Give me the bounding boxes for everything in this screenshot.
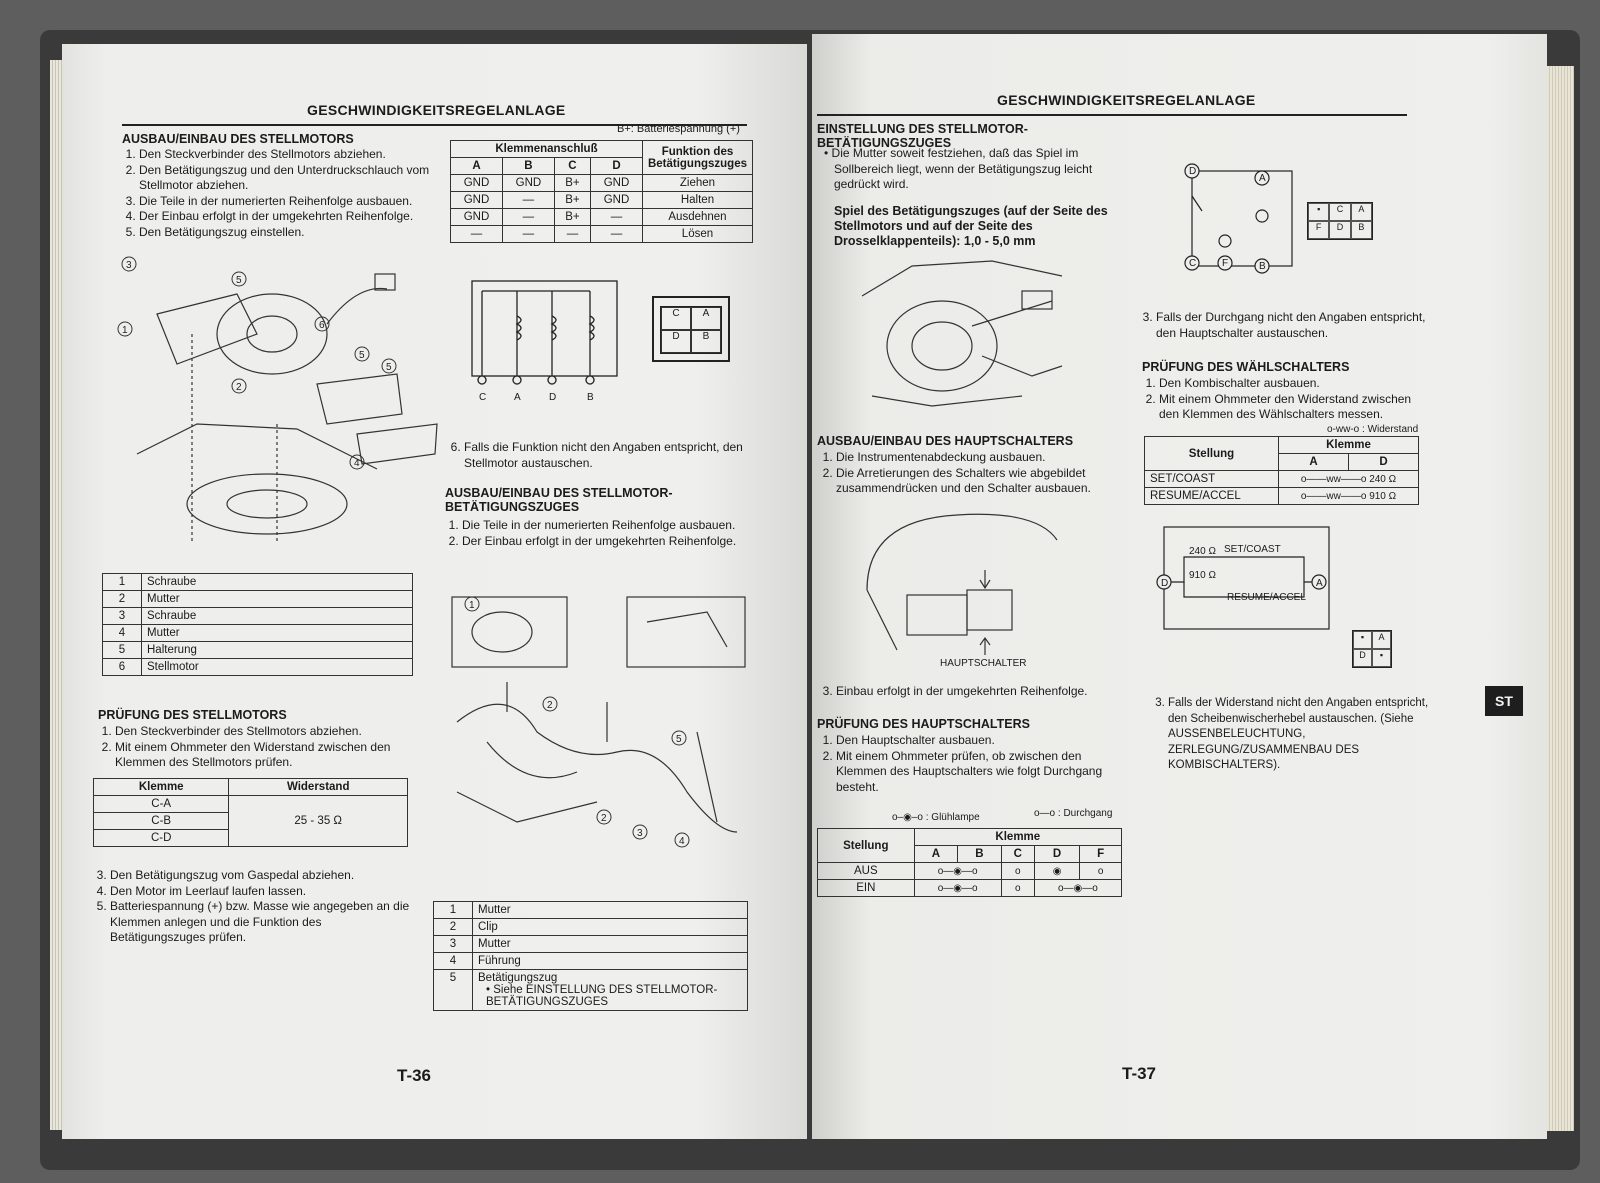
circuit-label: B: [587, 392, 594, 403]
cable-routing-illustration: [447, 592, 757, 857]
svg-text:3: 3: [126, 260, 132, 271]
pin-label: A: [691, 307, 721, 330]
section-title-pruefung-stellmotor: PRÜFUNG DES STELLMOTORS: [98, 708, 287, 722]
resistor-label: 910 Ω: [1189, 570, 1216, 581]
steps-stellmotor: [120, 147, 445, 240]
step-3-waehlschalter: [1149, 696, 1439, 774]
steps-pruefung-stellmotor: [96, 724, 418, 771]
step: 4. Der Einbau erfolgt in der umgekehrten Reihenfolge.: [139, 209, 445, 225]
table-row: [434, 936, 748, 953]
right-page: [812, 34, 1547, 1139]
main-switch-table: [817, 828, 1122, 897]
row-header: Stellung: [818, 829, 915, 863]
col-header: A: [1278, 454, 1348, 471]
node-label: D: [1161, 578, 1169, 589]
node-label: D: [1189, 166, 1197, 177]
cell: Mutter: [142, 591, 413, 608]
section-title-einstellung: EINSTELLUNG DES STELLMOTOR-BETÄTIGUNGSZUGES: [817, 122, 1028, 150]
spiel-value: 1,0 - 5,0 mm: [963, 234, 1036, 248]
svg-text:2: 2: [236, 382, 242, 393]
table-row: [451, 226, 753, 243]
cell: —: [451, 226, 503, 243]
section-title-hauptschalter-ausbau: AUSBAU/EINBAU DES HAUPTSCHALTERS: [817, 434, 1074, 448]
section-title-waehlschalter: PRÜFUNG DES WÄHLSCHALTERS: [1142, 360, 1350, 374]
table-row: [451, 209, 753, 226]
cell: B+: [554, 175, 590, 192]
table-row: [103, 608, 413, 625]
cell: Lösen: [642, 226, 752, 243]
table-row: EIN o—◉—o o o—◉—o: [818, 880, 1122, 897]
col-header: A: [451, 158, 503, 175]
continuity-legend: o—o : Durchgang: [1034, 808, 1113, 819]
step-3-hauptschalter: [1137, 310, 1427, 341]
svg-text:3: 3: [637, 828, 643, 839]
cell: Führung: [473, 953, 748, 970]
svg-text:5: 5: [359, 350, 365, 361]
node-label: A: [1316, 578, 1323, 589]
section-title-stellmotor: AUSBAU/EINBAU DES STELLMOTORS: [122, 132, 354, 146]
table-row: [103, 642, 413, 659]
function-table: [450, 140, 753, 243]
svg-text:4: 4: [679, 836, 685, 847]
pin-label: A: [1351, 203, 1372, 221]
group-header: Klemme: [914, 829, 1121, 846]
cell: 3: [434, 936, 473, 953]
cell: —: [502, 192, 554, 209]
cell: Mutter: [473, 936, 748, 953]
cell: 2: [103, 591, 142, 608]
cell: —: [502, 209, 554, 226]
table-row: [103, 625, 413, 642]
cell: GND: [590, 192, 642, 209]
steps-hauptschalter-pruefung: [817, 733, 1122, 795]
node-label: A: [1259, 173, 1266, 184]
legend-text: : Durchgang: [1057, 808, 1113, 819]
pin-label: C: [661, 307, 691, 330]
running-head-right: GESCHWINDIGKEITSREGELANLAGE: [997, 92, 1256, 108]
step: 3. Den Betätigungszug vom Gaspedal abziehen.: [110, 868, 411, 884]
cell: GND: [502, 175, 554, 192]
col-header: F: [1080, 846, 1122, 863]
cell: Mutter: [142, 625, 413, 642]
table-row: AUS o—◉—o o ◉ o: [818, 863, 1122, 880]
svg-text:2: 2: [547, 700, 553, 711]
steps-zug: [443, 518, 758, 549]
hauptschalter-label: HAUPTSCHALTER: [940, 658, 1027, 669]
cell: GND: [451, 209, 503, 226]
battery-note: B+: Batteriespannung (+): [617, 123, 740, 135]
cell: Betätigungszug: [478, 972, 558, 984]
cell: 4: [103, 625, 142, 642]
step: 2. Mit einem Ohmmeter den Widerstand zwischen den Klemmen des Stellmotors prüfen.: [115, 740, 418, 771]
resistance-table: [93, 778, 408, 847]
node-label: F: [1222, 258, 1229, 269]
cell: C-D: [94, 830, 229, 847]
table-row: [94, 796, 408, 813]
col-header: D: [1348, 454, 1418, 471]
col-header: C: [554, 158, 590, 175]
cell: AUS: [818, 863, 915, 880]
cell: 2: [434, 919, 473, 936]
cell: RESUME/ACCEL: [1145, 488, 1279, 505]
svg-text:2: 2: [601, 813, 607, 824]
selector-table: [1144, 436, 1419, 505]
table-row: [451, 192, 753, 209]
actuator-coil-circuit: [462, 276, 622, 401]
pin-label: D: [1353, 649, 1372, 667]
cell: 6: [103, 659, 142, 676]
svg-text:5: 5: [236, 275, 242, 286]
pin-label: A: [1372, 631, 1391, 649]
resistance-value: 25 - 35 Ω: [229, 796, 408, 847]
cell: GND: [451, 192, 503, 209]
steps-waehlschalter: [1140, 376, 1430, 423]
table-row: [103, 659, 413, 676]
table-row: [434, 953, 748, 970]
cell: Clip: [473, 919, 748, 936]
page-number-left: T-36: [397, 1066, 432, 1085]
func-group-header: Klemmenanschluß: [451, 141, 643, 158]
cell: Schraube: [142, 574, 413, 591]
cell: 4: [434, 953, 473, 970]
section-title-hauptschalter-pruefung: PRÜFUNG DES HAUPTSCHALTERS: [817, 717, 1030, 731]
circuit-label: A: [514, 392, 521, 403]
cell: B+: [554, 209, 590, 226]
pin-label: D: [1329, 221, 1350, 239]
row-header: Stellung: [1145, 437, 1279, 471]
cell: C-B: [94, 813, 229, 830]
cell: C-A: [94, 796, 229, 813]
cross-reference-note: • Siehe EINSTELLUNG DES STELLMOTOR-BETÄTIGUNGSZUGES: [486, 984, 718, 1008]
step: 2. Den Betätigungszug und den Unterdruckschlauch vom Stellmotor abziehen.: [139, 163, 445, 194]
svg-text:1: 1: [122, 325, 128, 336]
node-label: C: [1189, 258, 1197, 269]
header-rule-right: [817, 114, 1407, 116]
right-page-edge: [1544, 66, 1574, 1131]
cell: 240 Ω: [1369, 473, 1397, 485]
step: 2. Mit einem Ohmmeter prüfen, ob zwischen den Klemmen des Hauptschalters wie folgt Durchgang besteht.: [836, 749, 1122, 796]
spiel-title: Spiel des Betätigungszuges (auf der Seite des Stellmotors und auf der Seite des Drosselklappenteils):: [834, 204, 1108, 248]
step: 5. Batteriespannung (+) bzw. Masse wie angegeben an die Klemmen anlegen und die Funktion des Betätigungszuges prüfen.: [110, 899, 411, 946]
node-label: B: [1259, 261, 1266, 272]
col-header: A: [914, 846, 958, 863]
step: 2. Der Einbau erfolgt in der umgekehrten Reihenfolge.: [462, 534, 758, 550]
cell: GND: [590, 175, 642, 192]
step: 3. Falls der Widerstand nicht den Angaben entspricht, den Scheibenwischerhebel austauschen. (Siehe AUSSENBELEUCHTUNG, ZERLEGUNG/ZUSAMMENBAU DES KOMBISCHALTERS).: [1168, 696, 1439, 774]
page-number-right: T-37: [1122, 1064, 1157, 1083]
switch-label: RESUME/ACCEL: [1227, 592, 1306, 603]
svg-text:1: 1: [469, 600, 475, 611]
col-header: C: [1001, 846, 1034, 863]
cell: —: [590, 226, 642, 243]
col-header: B: [958, 846, 1002, 863]
pin-label: ▪: [1308, 203, 1329, 221]
spiel-spec: [834, 204, 1124, 249]
col-header: D: [590, 158, 642, 175]
cell: 910 Ω: [1369, 490, 1397, 502]
cell: Ausdehnen: [642, 209, 752, 226]
cell: Mutter: [473, 902, 748, 919]
pin-label: D: [661, 330, 691, 353]
step: 3. Die Teile in der numerierten Reihenfolge ausbauen.: [139, 194, 445, 210]
resistor-label: 240 Ω: [1189, 546, 1216, 557]
cell: 1: [103, 574, 142, 591]
resistance-legend: o-ww-o : Widerstand: [1327, 424, 1419, 435]
pin-label: F: [1308, 221, 1329, 239]
cell: Halterung: [142, 642, 413, 659]
section-tab-st[interactable]: ST: [1485, 686, 1523, 716]
circuit-label: C: [479, 392, 487, 403]
cell: Ziehen: [642, 175, 752, 192]
step: 1. Die Teile in der numerierten Reihenfolge ausbauen.: [462, 518, 758, 534]
legend-text: : Glühlampe: [925, 812, 980, 823]
section-title-zug: AUSBAU/EINBAU DES STELLMOTOR-BETÄTIGUNGSZUGES: [445, 486, 673, 514]
bullet-text: Die Mutter soweit festziehen, daß das Spiel im Sollbereich liegt, wenn der Betätigungszug leicht gedrückt wird.: [831, 146, 1093, 191]
running-head-left: GESCHWINDIGKEITSREGELANLAGE: [307, 102, 566, 118]
throttle-cable-illustration: [852, 256, 1082, 416]
step: 4. Den Motor im Leerlauf laufen lassen.: [110, 884, 411, 900]
left-page: [62, 44, 807, 1139]
pin-label: ▪: [1353, 631, 1372, 649]
svg-text:5: 5: [676, 734, 682, 745]
step: 2. Die Arretierungen des Schalters wie abgebildet zusammendrücken und den Schalter ausbauen.: [836, 466, 1122, 497]
step: 1. Die Instrumentenabdeckung ausbauen.: [836, 450, 1122, 466]
legend-text: : Widerstand: [1362, 424, 1419, 435]
stellmotor-exploded-illustration: [117, 254, 447, 554]
cell: B+: [554, 192, 590, 209]
steps-hauptschalter-ausbau: [817, 450, 1122, 497]
table-row: RESUME/ACCEL o——ww——o 910 Ω: [1145, 488, 1419, 505]
pin-label: B: [691, 330, 721, 353]
table-row: [434, 902, 748, 919]
func-header: Funktion des Betätigungszuges: [642, 141, 752, 175]
cell: SET/COAST: [1145, 471, 1279, 488]
switch-label: SET/COAST: [1224, 544, 1281, 555]
cell: —: [590, 209, 642, 226]
group-header: Klemme: [1278, 437, 1418, 454]
actuator-connector-face: [652, 296, 730, 362]
main-switch-diagram: [1157, 156, 1307, 281]
pin-label: ▪: [1372, 649, 1391, 667]
cell: Schraube: [142, 608, 413, 625]
cell: 1: [434, 902, 473, 919]
col-header: Klemme: [94, 779, 229, 796]
svg-text:5: 5: [386, 362, 392, 373]
parts-table-zug: [433, 901, 748, 1011]
circuit-label: D: [549, 392, 557, 403]
cell: —: [554, 226, 590, 243]
cell: 3: [103, 608, 142, 625]
selector-connector-face: [1352, 630, 1392, 668]
step: 3. Falls der Durchgang nicht den Angaben entspricht, den Hauptschalter austauschen.: [1156, 310, 1427, 341]
step: 5. Den Betätigungszug einstellen.: [139, 225, 445, 241]
table-row: SET/COAST o——ww——o 240 Ω: [1145, 471, 1419, 488]
einstellung-bullet: • Die Mutter soweit festziehen, daß das Spiel im Sollbereich liegt, wenn der Betätigungszug leicht gedrückt wird.: [824, 146, 1093, 191]
svg-text:4: 4: [354, 458, 360, 469]
step-3-hauptschalter-einbau: [817, 684, 1122, 700]
cell: GND: [451, 175, 503, 192]
cell: 5: [434, 970, 473, 1011]
step: 1. Den Steckverbinder des Stellmotors abziehen.: [115, 724, 418, 740]
step: 2. Mit einem Ohmmeter den Widerstand zwischen den Klemmen des Wählschalters messen.: [1159, 392, 1430, 423]
table-row: [434, 919, 748, 936]
svg-text:6: 6: [319, 320, 325, 331]
cell: Stellmotor: [142, 659, 413, 676]
table-row: [103, 574, 413, 591]
steps-pruefung-stellmotor-b: [91, 868, 411, 946]
main-switch-removal-illustration: [857, 510, 1067, 660]
step-6: [445, 440, 755, 471]
col-header: B: [502, 158, 554, 175]
main-switch-connector-face: [1307, 202, 1373, 240]
pin-label: B: [1351, 221, 1372, 239]
cell: EIN: [818, 880, 915, 897]
pin-label: C: [1329, 203, 1350, 221]
col-header: Widerstand: [229, 779, 408, 796]
table-row: [103, 591, 413, 608]
parts-table-stellmotor: [102, 573, 413, 676]
cell: Halten: [642, 192, 752, 209]
step: 1. Den Hauptschalter ausbauen.: [836, 733, 1122, 749]
step: 6. Falls die Funktion nicht den Angaben entspricht, den Stellmotor austauschen.: [464, 440, 755, 471]
step: 1. Den Steckverbinder des Stellmotors abziehen.: [139, 147, 445, 163]
table-row: [434, 970, 748, 1011]
cell: 5: [103, 642, 142, 659]
step: 3. Einbau erfolgt in der umgekehrten Reihenfolge.: [836, 684, 1122, 700]
col-header: D: [1034, 846, 1080, 863]
table-row: [451, 175, 753, 192]
lamp-legend: o–◉–o : Glühlampe: [892, 812, 980, 823]
selector-switch-circuit: [1154, 522, 1334, 634]
cell: —: [502, 226, 554, 243]
step: 1. Den Kombischalter ausbauen.: [1159, 376, 1430, 392]
